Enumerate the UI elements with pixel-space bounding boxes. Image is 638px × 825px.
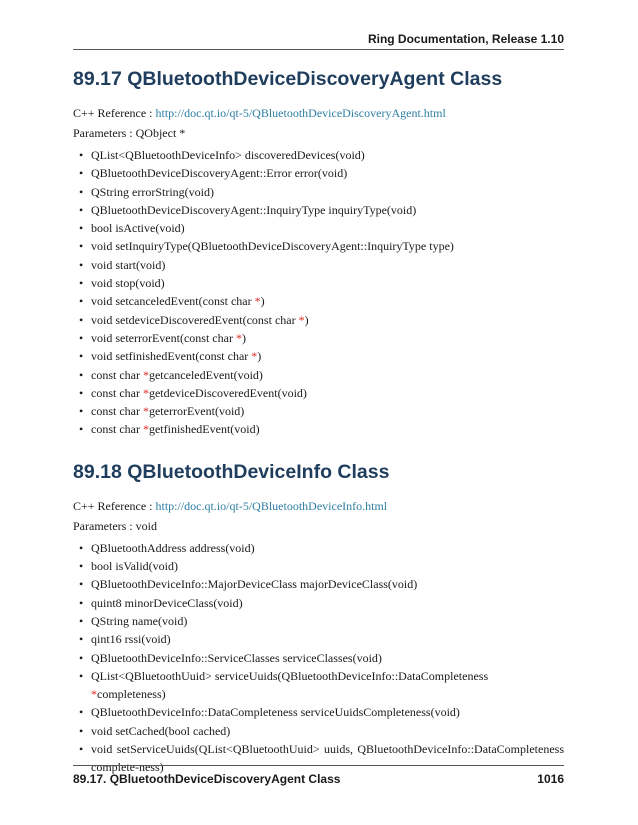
method-signature: void seterrorEvent(const char: [91, 330, 236, 345]
method-list: [73, 146, 564, 439]
list-item: [91, 722, 564, 740]
list-item: [91, 164, 564, 182]
method-signature: const char: [91, 367, 143, 382]
method-signature: QBluetoothAddress address(void): [91, 540, 255, 555]
parameters-text: Parameters : QObject *: [73, 126, 186, 140]
list-item: [91, 594, 564, 612]
method-signature: qint16 rssi(void): [91, 632, 171, 647]
running-footer: [73, 772, 564, 786]
list-item: [91, 146, 564, 164]
list-item: [91, 649, 564, 667]
list-item: [91, 557, 564, 575]
method-signature-tail: ): [260, 294, 265, 309]
list-item: [91, 366, 564, 384]
cpp-reference-label: C++ Reference :: [73, 498, 156, 513]
page-number: 1016: [537, 772, 564, 786]
cpp-reference: [73, 104, 564, 122]
method-signature: void setfinishedEvent(const char: [91, 349, 252, 364]
method-signature: void start(void): [91, 257, 166, 272]
list-item: [91, 347, 564, 365]
method-signature: void setcanceledEvent(const char: [91, 294, 255, 309]
method-list: [73, 539, 564, 777]
cpp-reference-label: C++ Reference :: [73, 106, 156, 120]
header-divider: [73, 49, 564, 50]
method-signature: quint8 minorDeviceClass(void): [91, 595, 243, 610]
cpp-reference-link[interactable]: http://doc.qt.io/qt-5/QBluetoothDeviceDiscoveryAgent.html: [155, 106, 446, 120]
list-item: [91, 274, 564, 292]
method-signature-tail: ): [241, 330, 246, 345]
pointer-asterisk: *: [142, 422, 149, 437]
list-item: [91, 311, 564, 329]
page-content: [73, 66, 564, 777]
method-signature: QString errorString(void): [91, 184, 214, 199]
list-item: [91, 201, 564, 219]
cpp-reference-link[interactable]: http://doc.qt.io/qt-5/QBluetoothDeviceInfo.html: [155, 498, 388, 513]
method-signature: void stop(void): [91, 276, 165, 291]
list-item: [91, 292, 564, 310]
list-item: [91, 183, 564, 201]
pointer-asterisk: *: [91, 687, 97, 702]
pointer-asterisk: *: [298, 312, 305, 327]
method-signature-tail: getcanceledEvent(void): [148, 367, 263, 382]
pointer-asterisk: *: [142, 385, 149, 400]
pointer-asterisk: *: [251, 349, 258, 364]
method-signature: const char: [91, 385, 143, 400]
method-signature: QBluetoothDeviceDiscoveryAgent::Error error(void): [91, 166, 348, 181]
method-signature: bool isActive(void): [91, 221, 185, 236]
list-item: [91, 329, 564, 347]
list-item: [91, 237, 564, 255]
method-signature: QList<QBluetoothUuid> serviceUuids(QBluetoothDeviceInfo::DataCompleteness: [91, 668, 489, 683]
list-item: [91, 539, 564, 557]
method-signature: QString name(void): [91, 613, 188, 628]
method-signature-tail: completeness): [97, 687, 166, 702]
running-header: Ring Documentation, Release 1.10: [367, 32, 564, 46]
list-item: [91, 256, 564, 274]
list-item: [91, 667, 564, 704]
method-signature: QList<QBluetoothDeviceInfo> discoveredDevices(void): [91, 148, 365, 162]
method-signature: bool isValid(void): [91, 559, 178, 574]
pointer-asterisk: *: [142, 404, 149, 419]
list-item: [91, 612, 564, 630]
method-signature: const char: [91, 404, 143, 419]
method-signature-tail: getdeviceDiscoveredEvent(void): [148, 385, 307, 400]
list-item: [91, 219, 564, 237]
parameters-text: Parameters : void: [73, 518, 157, 533]
footer-section-title: 89.17. QBluetoothDeviceDiscoveryAgent Class: [73, 772, 341, 786]
pointer-asterisk: *: [254, 294, 261, 309]
section-heading-qbluetoothdeviceinfo: 89.18 QBluetoothDeviceInfo Class: [73, 460, 390, 483]
list-item: [91, 402, 564, 420]
method-signature: QBluetoothDeviceInfo::MajorDeviceClass majorDeviceClass(void): [91, 577, 418, 592]
cpp-reference: [73, 497, 564, 515]
pointer-asterisk: *: [142, 367, 149, 382]
method-signature-tail: ): [257, 349, 262, 364]
method-signature: void setServiceUuids(QList<QBluetoothUuid> uuids, QBluetoothDeviceInfo::DataCompleteness complete-ness): [91, 742, 564, 775]
method-signature: void setdeviceDiscoveredEvent(const char: [91, 312, 299, 327]
pointer-asterisk: *: [235, 330, 242, 345]
list-item: [91, 384, 564, 402]
section-heading-qbluetoothdevicediscoveryagent: 89.17 QBluetoothDeviceDiscoveryAgent Class: [73, 68, 503, 90]
list-item: [91, 420, 564, 438]
method-signature: QBluetoothDeviceDiscoveryAgent::InquiryType inquiryType(void): [91, 202, 417, 217]
method-signature: QBluetoothDeviceInfo::ServiceClasses serviceClasses(void): [91, 650, 382, 665]
method-signature: void setInquiryType(QBluetoothDeviceDiscoveryAgent::InquiryType type): [91, 239, 454, 254]
list-item: [91, 630, 564, 648]
list-item: [91, 575, 564, 593]
method-signature: QBluetoothDeviceInfo::DataCompleteness serviceUuidsCompleteness(void): [91, 705, 460, 720]
method-signature-tail: ): [304, 312, 309, 327]
method-signature: const char: [91, 422, 143, 437]
footer-divider: [73, 765, 564, 766]
method-signature: void setCached(bool cached): [91, 723, 231, 738]
method-signature-tail: geterrorEvent(void): [148, 404, 245, 419]
list-item: [91, 703, 564, 721]
method-signature-tail: getfinishedEvent(void): [148, 422, 260, 437]
